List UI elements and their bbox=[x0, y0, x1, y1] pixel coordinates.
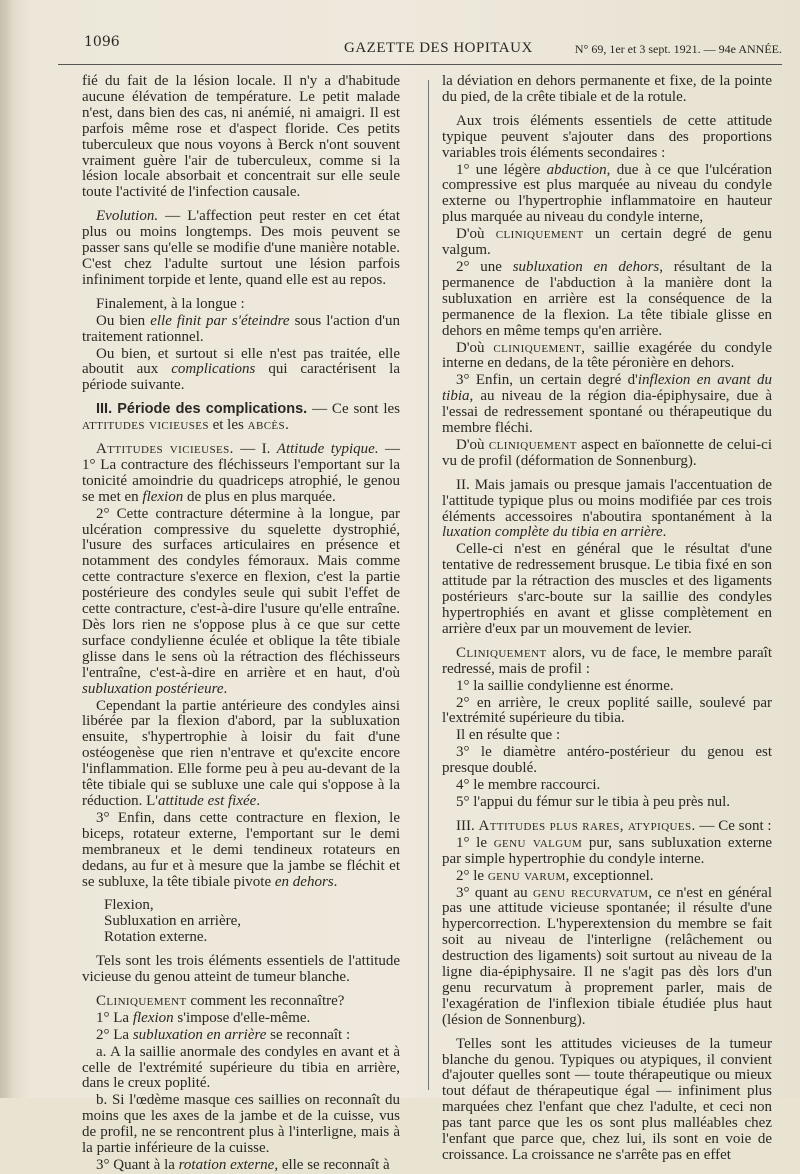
paragraph: 2° en arrière, le creux poplité saille, soulevé par l'extrémité supérieure du tibia. bbox=[442, 694, 772, 727]
paragraph: 3° le diamètre antéro-postérieur du genou est presque doublé. bbox=[442, 744, 772, 777]
paragraph: 2° le genu varum, exceptionnel. bbox=[456, 867, 654, 884]
paragraph: Telles sont les attitudes vicieuses de la tumeur blanche du genou. Typiques ou atypiques, il convient d'ajouter quelles sont — toute thérapeutique ou mieux tout défaut de thérapeutique égal — infiniment plus marquées chez l'enfant que chez l'adulte, et ceci non pas tant parce que les os sont plus malléables chez l'enfant que parce que, chez lui, ils sont en voie de croissance. La croissance ne s'arrête pas en effet bbox=[442, 1035, 772, 1163]
running-header bbox=[58, 34, 782, 65]
issue-info: N° 69, 1er et 3 sept. 1921. — 94e ANNÉE. bbox=[574, 42, 782, 56]
paragraph: III. Attitudes plus rares, atypiques. — Ce sont : bbox=[456, 817, 772, 834]
left-column bbox=[82, 73, 401, 1173]
paragraph: Cliniquement comment les reconnaître? bbox=[96, 992, 345, 1009]
paragraph: Tels sont les trois éléments essentiels de l'attitude vicieuse du genou atteint de tumeur blanche. bbox=[82, 953, 400, 986]
right-column bbox=[442, 73, 773, 1163]
paragraph: D'où cliniquement aspect en baïonnette de celui-ci vu de profil (déformation de Sonnenburg). bbox=[442, 436, 772, 469]
list-item: Rotation externe. bbox=[104, 929, 208, 946]
section-heading: III. Période des complications. — Ce sont les attitudes vicieuses et les abcès. bbox=[82, 401, 400, 434]
paragraph: 1° la saillie condylienne est énorme. bbox=[456, 677, 674, 694]
paragraph: 3° quant au genu recurvatum, ce n'est en général pas une attitude vicieuse spontanée; il résulte d'une hypercorrection. L'hyperextension du membre se fait soit au niveau de l'interligne (relâchement ou destruction des ligaments) soit surtout au niveau de la ligne dia-épiphysaire. Il ne s'agit pas dès lors d'un genu recurvatum à proprement parler, mais de l'exagération de l'inflexion tibiale étudiée plus haut (lésion de Sonnenburg). bbox=[442, 884, 772, 1028]
paragraph: Evolution. — L'affection peut rester en cet état plus ou moins longtemps. Des mois peuvent se passer sans qu'elle se modifie d'une manière notable. C'est chez l'adulte surtout une lésion parfois infiniment torpide et lente, quand elle est au repos. bbox=[82, 208, 400, 288]
paragraph: Attitudes vicieuses. — I. Attitude typique. — 1° La contracture des fléchisseurs l'emportant sur la tonicité amoindrie du quadriceps atrophié, le genou se met en flexion de plus en plus marquée. bbox=[82, 441, 401, 505]
column-rule bbox=[428, 80, 429, 1090]
paragraph: Celle-ci n'est en général que le résultat d'une tentative de redressement brusque. Le tibia fixé en son attitude par la rétraction des muscles et des ligaments postérieurs s'arc-boute sur la saillie des condyles hypertrophiés en avant et glisse complètement en arrière d'eux par un mouvement de levier. bbox=[442, 541, 772, 637]
journal-title: GAZETTE DES HOPITAUX bbox=[344, 40, 533, 56]
list-item: Subluxation en arrière, bbox=[104, 913, 242, 930]
paragraph: b. Si l'œdème masque ces saillies on reconnaît du moins que les axes de la jambe et de la cuisse, vus de profil, ne se rencontrent plus à l'interligne, mais à la partie inférieure de la cuisse. bbox=[82, 1092, 400, 1157]
paragraph: a. A la saillie anormale des condyles en avant et à celle de l'extrémité supérieure du tibia en arrière, dans le creux poplité. bbox=[82, 1043, 400, 1092]
paragraph: Ou bien elle finit par s'éteindre sous l'action d'un traitement rationnel. bbox=[82, 312, 400, 345]
paragraph: Cependant la partie antérieure des condyles ainsi libérée par la flexion d'abord, par la subluxation ensuite, s'hypertrophie à loisir du fait d'une ostéogenèse que rien n'entrave et qu'excite encore l'inflammation. Elle forme peu à peu au-devant de la tête tibiale qui se subluxe une cale qui s'oppose à la réduction. L'attitude est fixée. bbox=[82, 697, 400, 809]
paragraph: Aux trois éléments essentiels de cette attitude typique peuvent s'ajouter dans des proportions variables trois éléments secondaires : bbox=[442, 112, 772, 161]
paragraph: 5° l'appui du fémur sur le tibia à peu près nul. bbox=[456, 793, 731, 810]
paragraph: 1° le genu valgum pur, sans subluxation externe par simple hypertrophie du condyle interne. bbox=[442, 834, 773, 867]
paragraph: Il en résulte que : bbox=[456, 727, 561, 744]
paragraph: D'où cliniquement un certain degré de genu valgum. bbox=[442, 226, 772, 259]
paragraph: II. Mais jamais ou presque jamais l'accentuation de l'attitude typique plus ou moins modifiée par ces trois éléments accessoires n'aboutira spontanément à la luxation complète du tibia en arrière. bbox=[442, 476, 772, 541]
paragraph: 1° La flexion s'impose d'elle-même. bbox=[96, 1009, 311, 1026]
paragraph: 3° Enfin, un certain degré d'inflexion en avant du tibia, au niveau de la région dia-épiphysaire, due à l'essai de redressement spontané ou thérapeutique du membre fléchi. bbox=[442, 372, 773, 437]
paragraph: 2° une subluxation en dehors, résultant de la permanence de l'abduction à la manière dont la subluxation en arrière est la conséquence de la permanence de la flexion. La tête tibiale glisse en dehors en même temps qu'en arrière. bbox=[442, 258, 772, 339]
page-number: 1096 bbox=[84, 34, 120, 50]
paragraph: 1° une légère abduction, due à ce que l'ulcération compressive est plus marquée au niveau du condyle externe ou l'hypertrophie inflammatoire en hauteur plus marquée au niveau du condyle interne, bbox=[442, 161, 772, 226]
paragraph: Ou bien, et surtout si elle n'est pas traitée, elle aboutit aux complications qui caractérisent la période suivante. bbox=[82, 345, 400, 394]
paragraph: 4° le membre raccourci. bbox=[456, 777, 601, 794]
paragraph: 2° Cette contracture détermine à la longue, par ulcération compressive du squelette dystrophié, l'usure des surfaces articulaires en présence et notamment des condyles fémoraux. Mais comme cette contracture s'exerce en flexion, c'est la partie postérieure des condyles seule qui subit l'effet de cette contracture, c'est-à-dire l'usure qu'elle entraîne. Dès lors rien ne s'oppose plus à ce que sur cette surface condylienne éculée et oblique la tête tibiale glisse dans le sens où la rétraction des fléchisseurs l'entraîne, c'est-à-dire en arrière et en haut, d'où subluxation postérieure. bbox=[82, 505, 400, 697]
paragraph: 3° Enfin, dans cette contracture en flexion, le biceps, rotateur externe, l'emportant sur le demi membraneux et le demi tendineux rotateurs en dedans, au fur et à mesure que la jambe se fléchit et se subluxe, la tête tibiale pivote en dehors. bbox=[82, 809, 400, 890]
list-item: Flexion, bbox=[104, 897, 154, 914]
paragraph: Finalement, à la longue : bbox=[96, 295, 245, 312]
paragraph: 3° Quant à la rotation externe, elle se reconnaît à bbox=[96, 1157, 390, 1173]
paragraph: 2° La subluxation en arrière se reconnaît : bbox=[96, 1026, 351, 1043]
paragraph: fié du fait de la lésion locale. Il n'y a d'habitude aucune élévation de température. Le petit malade n'est, dans bien des cas, ni anémié, ni amaigri. Il est parfois même rose et d'aspect floride. Ces petits tuberculeux que nous voyons à Berck n'ont souvent vraiment guère l'air de tuberculeux, comme si la lésion locale absorbait et concentrait sur elle seule toute l'activité de l'infection causale. bbox=[82, 73, 400, 201]
scan-binding-shadow bbox=[0, 0, 14, 1098]
paragraph: D'où cliniquement, saillie exagérée du condyle interne en dedans, de la tête péronière en dehors. bbox=[442, 339, 772, 372]
paragraph: Cliniquement alors, vu de face, le membre paraît redressé, mais de profil : bbox=[442, 644, 772, 677]
paragraph: la déviation en dehors permanente et fixe, de la pointe du pied, de la crête tibiale et de la rotule. bbox=[442, 73, 772, 105]
